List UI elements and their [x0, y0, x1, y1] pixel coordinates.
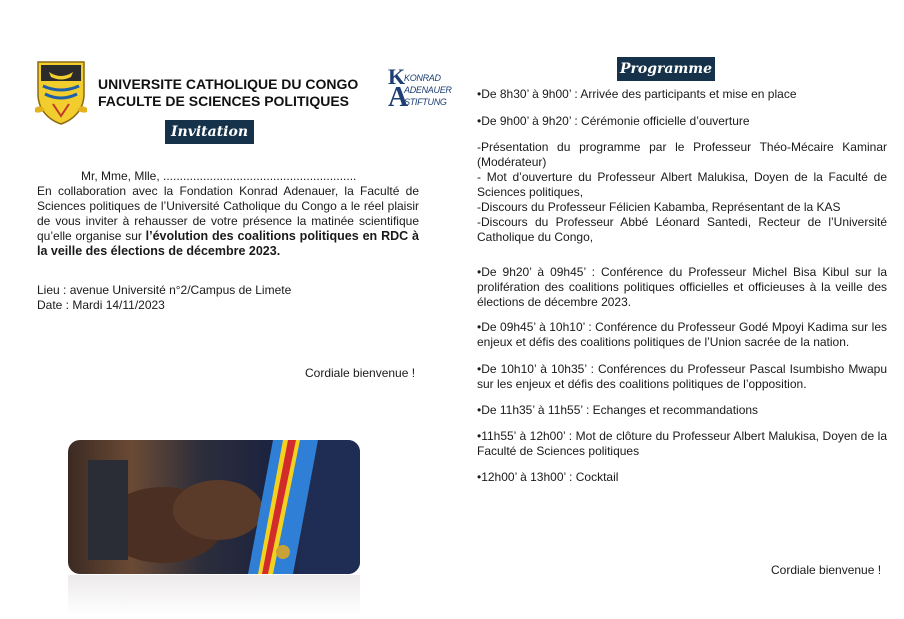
programme-item: •De 11h35’ à 11h55’ : Echanges et recommandations: [477, 403, 759, 417]
invitation-badge: Invitation: [165, 120, 254, 144]
invitation-closing: Cordiale bienvenue !: [305, 366, 416, 380]
programme-item: •De 9h20’ à 09h45’ : Conférence du Professeur Michel Bisa Kibul sur la prolifération des coalitions politiques officielles et officieuses à la veille des élections de décembre 2023.: [477, 265, 887, 309]
university-header: [98, 76, 358, 110]
programme-item: •De 10h10’ à 10h35’ : Conférences du Professeur Pascal Isumbisho Mwapu sur les enjeux et défis des coalitions politiques de l’opposition.: [477, 362, 887, 391]
programme-item: -Discours du Professeur Félicien Kabamba, Représentant de la KAS: [477, 200, 841, 214]
programme-item: •De 09h45’ à 10h10’ : Conférence du Professeur Godé Mpoyi Kadima sur les enjeux et défis des coalitions politiques de l’Union sacrée de la nation.: [477, 320, 887, 349]
photo-reflection: [68, 575, 360, 615]
programme-item: -Discours du Professeur Abbé Léonard Santedi, Recteur de l’Université Catholique du Congo,: [477, 215, 887, 244]
programme-list: [477, 87, 887, 485]
university-name: UNIVERSITE CATHOLIQUE DU CONGO: [98, 76, 359, 92]
invitation-text: En collaboration avec la Fondation Konrad Adenauer, la Faculté de Sciences politiques de l’Université Catholique du Congo a le réel plaisir de vous inviter à rehausser de votre présence la matinée scientifique qu’elle organise sur: [37, 184, 419, 243]
event-location: Lieu : avenue Université n°2/Campus de Limete: [37, 283, 292, 297]
salutation: Mr, Mme, Mlle, ..........................................................: [81, 169, 357, 183]
faculty-name: FACULTE DE SCIENCES POLITIQUES: [98, 93, 349, 109]
event-date: Date : Mardi 14/11/2023: [37, 298, 165, 312]
invitation-topic: l’évolution des coalitions politiques en RDC à la veille des élections de décembre 2023.: [37, 229, 419, 258]
handshake-photo: [68, 440, 360, 574]
programme-item: •De 8h30’ à 9h00’ : Arrivée des participants et mise en place: [477, 87, 797, 101]
programme-closing: Cordiale bienvenue !: [771, 563, 882, 577]
programme-item: -Présentation du programme par le Professeur Théo-Mécaire Kaminar (Modérateur): [477, 140, 887, 169]
kas-logo: [386, 64, 452, 113]
invitation-body: [37, 169, 419, 313]
programme-badge: Programme: [617, 57, 715, 81]
kas-logo-text: KONRAD ADENAUER STIFTUNG: [404, 73, 452, 107]
ucc-crest-logo: [35, 60, 87, 126]
invitation-paragraph: [37, 184, 419, 259]
programme-item: - Mot d’ouverture du Professeur Albert Malukisa, Doyen de la Faculté de Sciences politiques,: [477, 170, 887, 199]
programme-item: •11h55’ à 12h00’ : Mot de clôture du Professeur Albert Malukisa, Doyen de la Faculté de Sciences politiques: [477, 429, 887, 458]
programme-item: •12h00’ à 13h00’ : Cocktail: [477, 470, 619, 484]
kas-logo-mark: K A: [388, 64, 409, 113]
programme-item: •De 9h00’ à 9h20’ : Cérémonie officielle d’ouverture: [477, 114, 750, 128]
